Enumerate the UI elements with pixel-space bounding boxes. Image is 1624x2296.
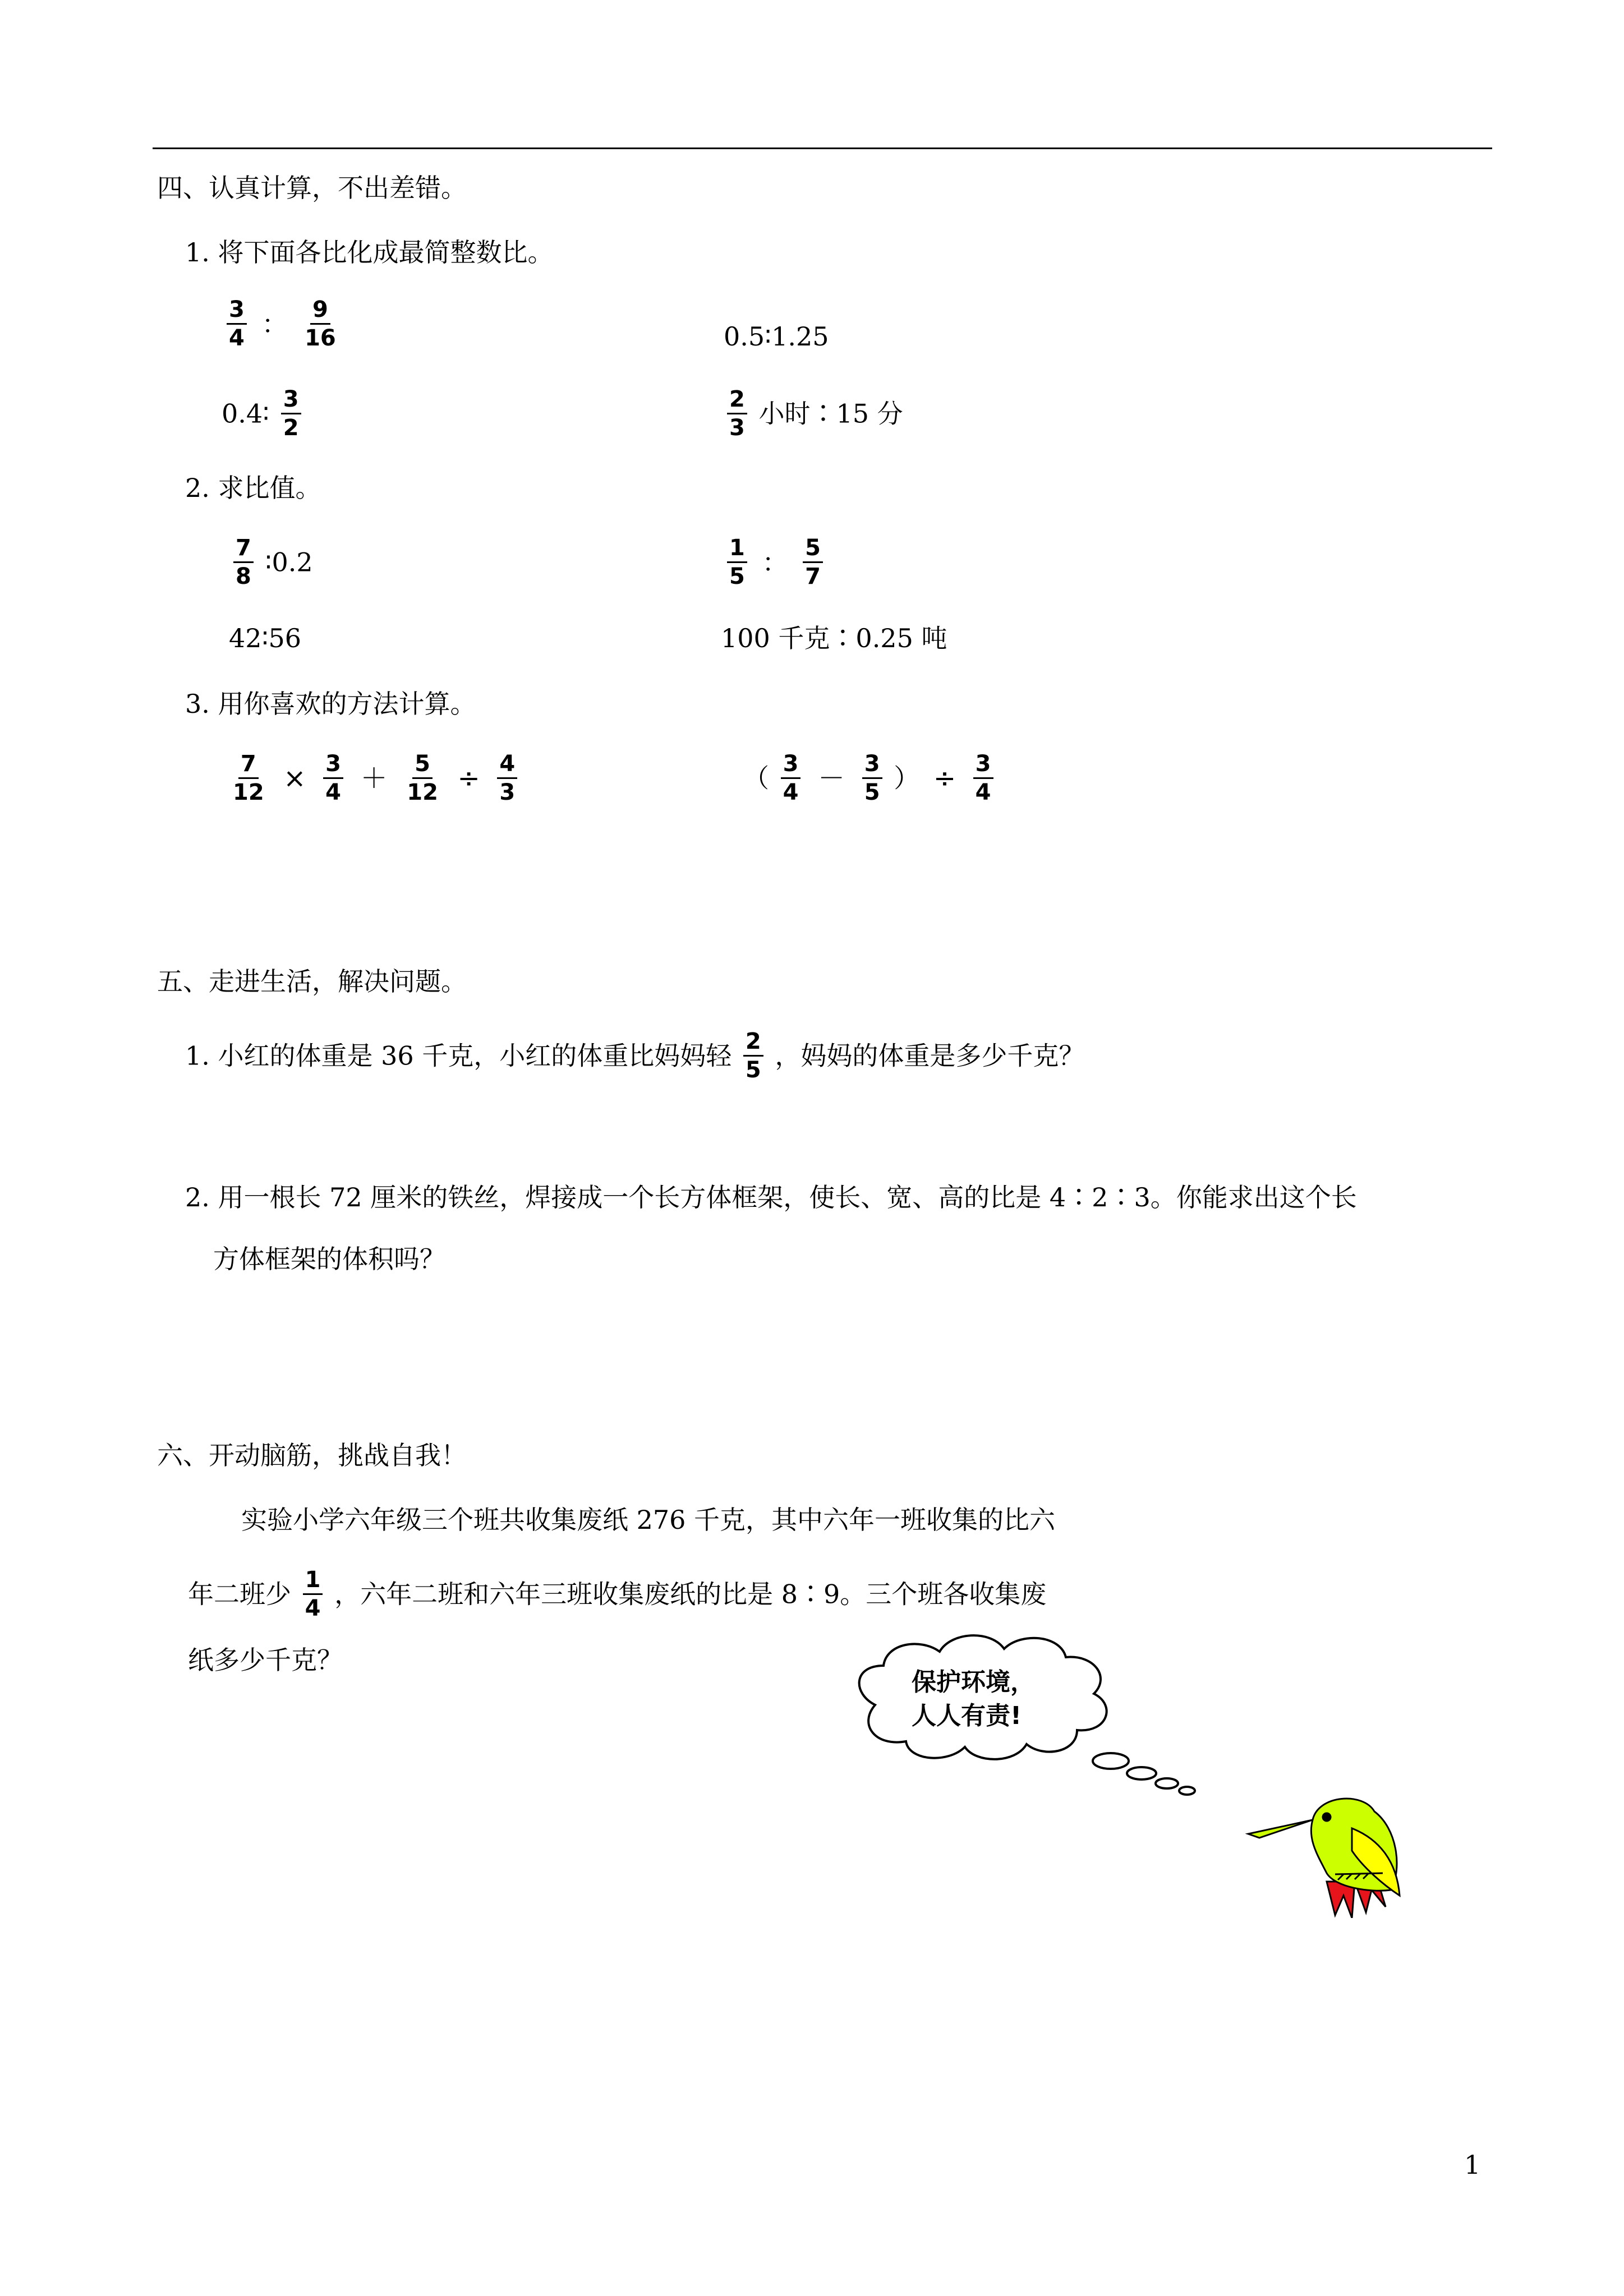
fraction: $\frac{5}{12}$ [407,751,438,805]
fraction: $\frac{3}{4}$ [781,751,801,805]
q5-2-line1: 2. 用一根长 72 厘米的铁丝，焊接成一个长方体框架，使长、宽、高的比是 4∶2∶3。你能求出这个长 [185,1182,1357,1212]
fraction: $\frac{9}{16}$ [305,297,336,351]
fraction: $\frac{3}{4}$ [227,297,247,351]
section-5-title: 五、走进生活，解决问题。 [157,966,467,997]
fraction: $\frac{1}{4}$ [303,1567,323,1621]
section-4-title: 四、认真计算，不出差错。 [157,173,467,203]
q4-1b-expression: 0.5∶1.25 [724,321,829,352]
bird [1248,1799,1400,1918]
q4-2b-expression: $\frac{1}{5}$ ： $\frac{5}{7}$ [724,536,826,589]
fraction: $\frac{3}{4}$ [323,751,343,805]
q4-2a-expression: $\frac{7}{8}$ ∶0.2 [230,536,313,589]
q6-line1: 实验小学六年级三个班共收集废纸 276 千克，其中六年一班收集的比六 [241,1505,1056,1535]
q4-1d-expression: $\frac{2}{3}$ 小时∶15 分 [724,387,903,440]
q4-3a-expression: $\frac{7}{12}$ × $\frac{3}{4}$ ＋ $\frac{5}{12}$ ÷ $\frac{4}{3}$ [227,751,521,805]
q4-2-label: 2. 求比值。 [185,473,321,503]
q4-1a-expression: $\frac{3}{4}$ ： $\frac{9}{16}$ [223,297,342,351]
q6-line2: 年二班少 $\frac{1}{4}$ ，六年二班和六年三班收集废纸的比是 8∶9。三个班各收集废 [188,1567,1047,1621]
q5-2-line2: 方体框架的体积吗？ [213,1244,445,1274]
q4-2c-expression: 42∶56 [229,623,302,653]
q6-line3: 纸多少千克？ [188,1645,343,1675]
q4-3-label: 3. 用你喜欢的方法计算。 [185,689,476,719]
fraction: $\frac{1}{5}$ [727,536,747,589]
fraction: $\frac{5}{7}$ [803,536,823,589]
fraction: $\frac{7}{8}$ [233,536,254,589]
fraction: $\frac{3}{5}$ [862,751,882,805]
page-number: 1 [1464,2150,1481,2180]
q4-1c-expression: 0.4∶ $\frac{3}{2}$ [222,387,305,440]
header-rule [153,147,1492,149]
fraction: $\frac{3}{4}$ [973,751,993,805]
fraction: $\frac{2}{3}$ [727,387,747,440]
q4-3b-expression: （ $\frac{3}{4}$ － $\frac{3}{5}$ ） ÷ $\frac{3}{4}$ [743,751,997,805]
fraction: $\frac{7}{12}$ [233,751,264,805]
fraction: $\frac{3}{2}$ [281,387,301,440]
q5-1-text: 1. 小红的体重是 36 千克，小红的体重比妈妈轻 $\frac{2}{5}$ ，妈妈的体重是多少千克？ [185,1029,1085,1083]
fraction: $\frac{2}{5}$ [743,1029,763,1082]
section-6-title: 六、开动脑筋，挑战自我！ [157,1440,467,1470]
q4-2d-expression: 100 千克∶0.25 吨 [721,623,947,653]
fraction: $\frac{4}{3}$ [497,751,517,805]
q4-1-label: 1. 将下面各比化成最简整数比。 [185,237,554,268]
bubble-text: 保护环境， 人人有责! [912,1668,1035,1730]
